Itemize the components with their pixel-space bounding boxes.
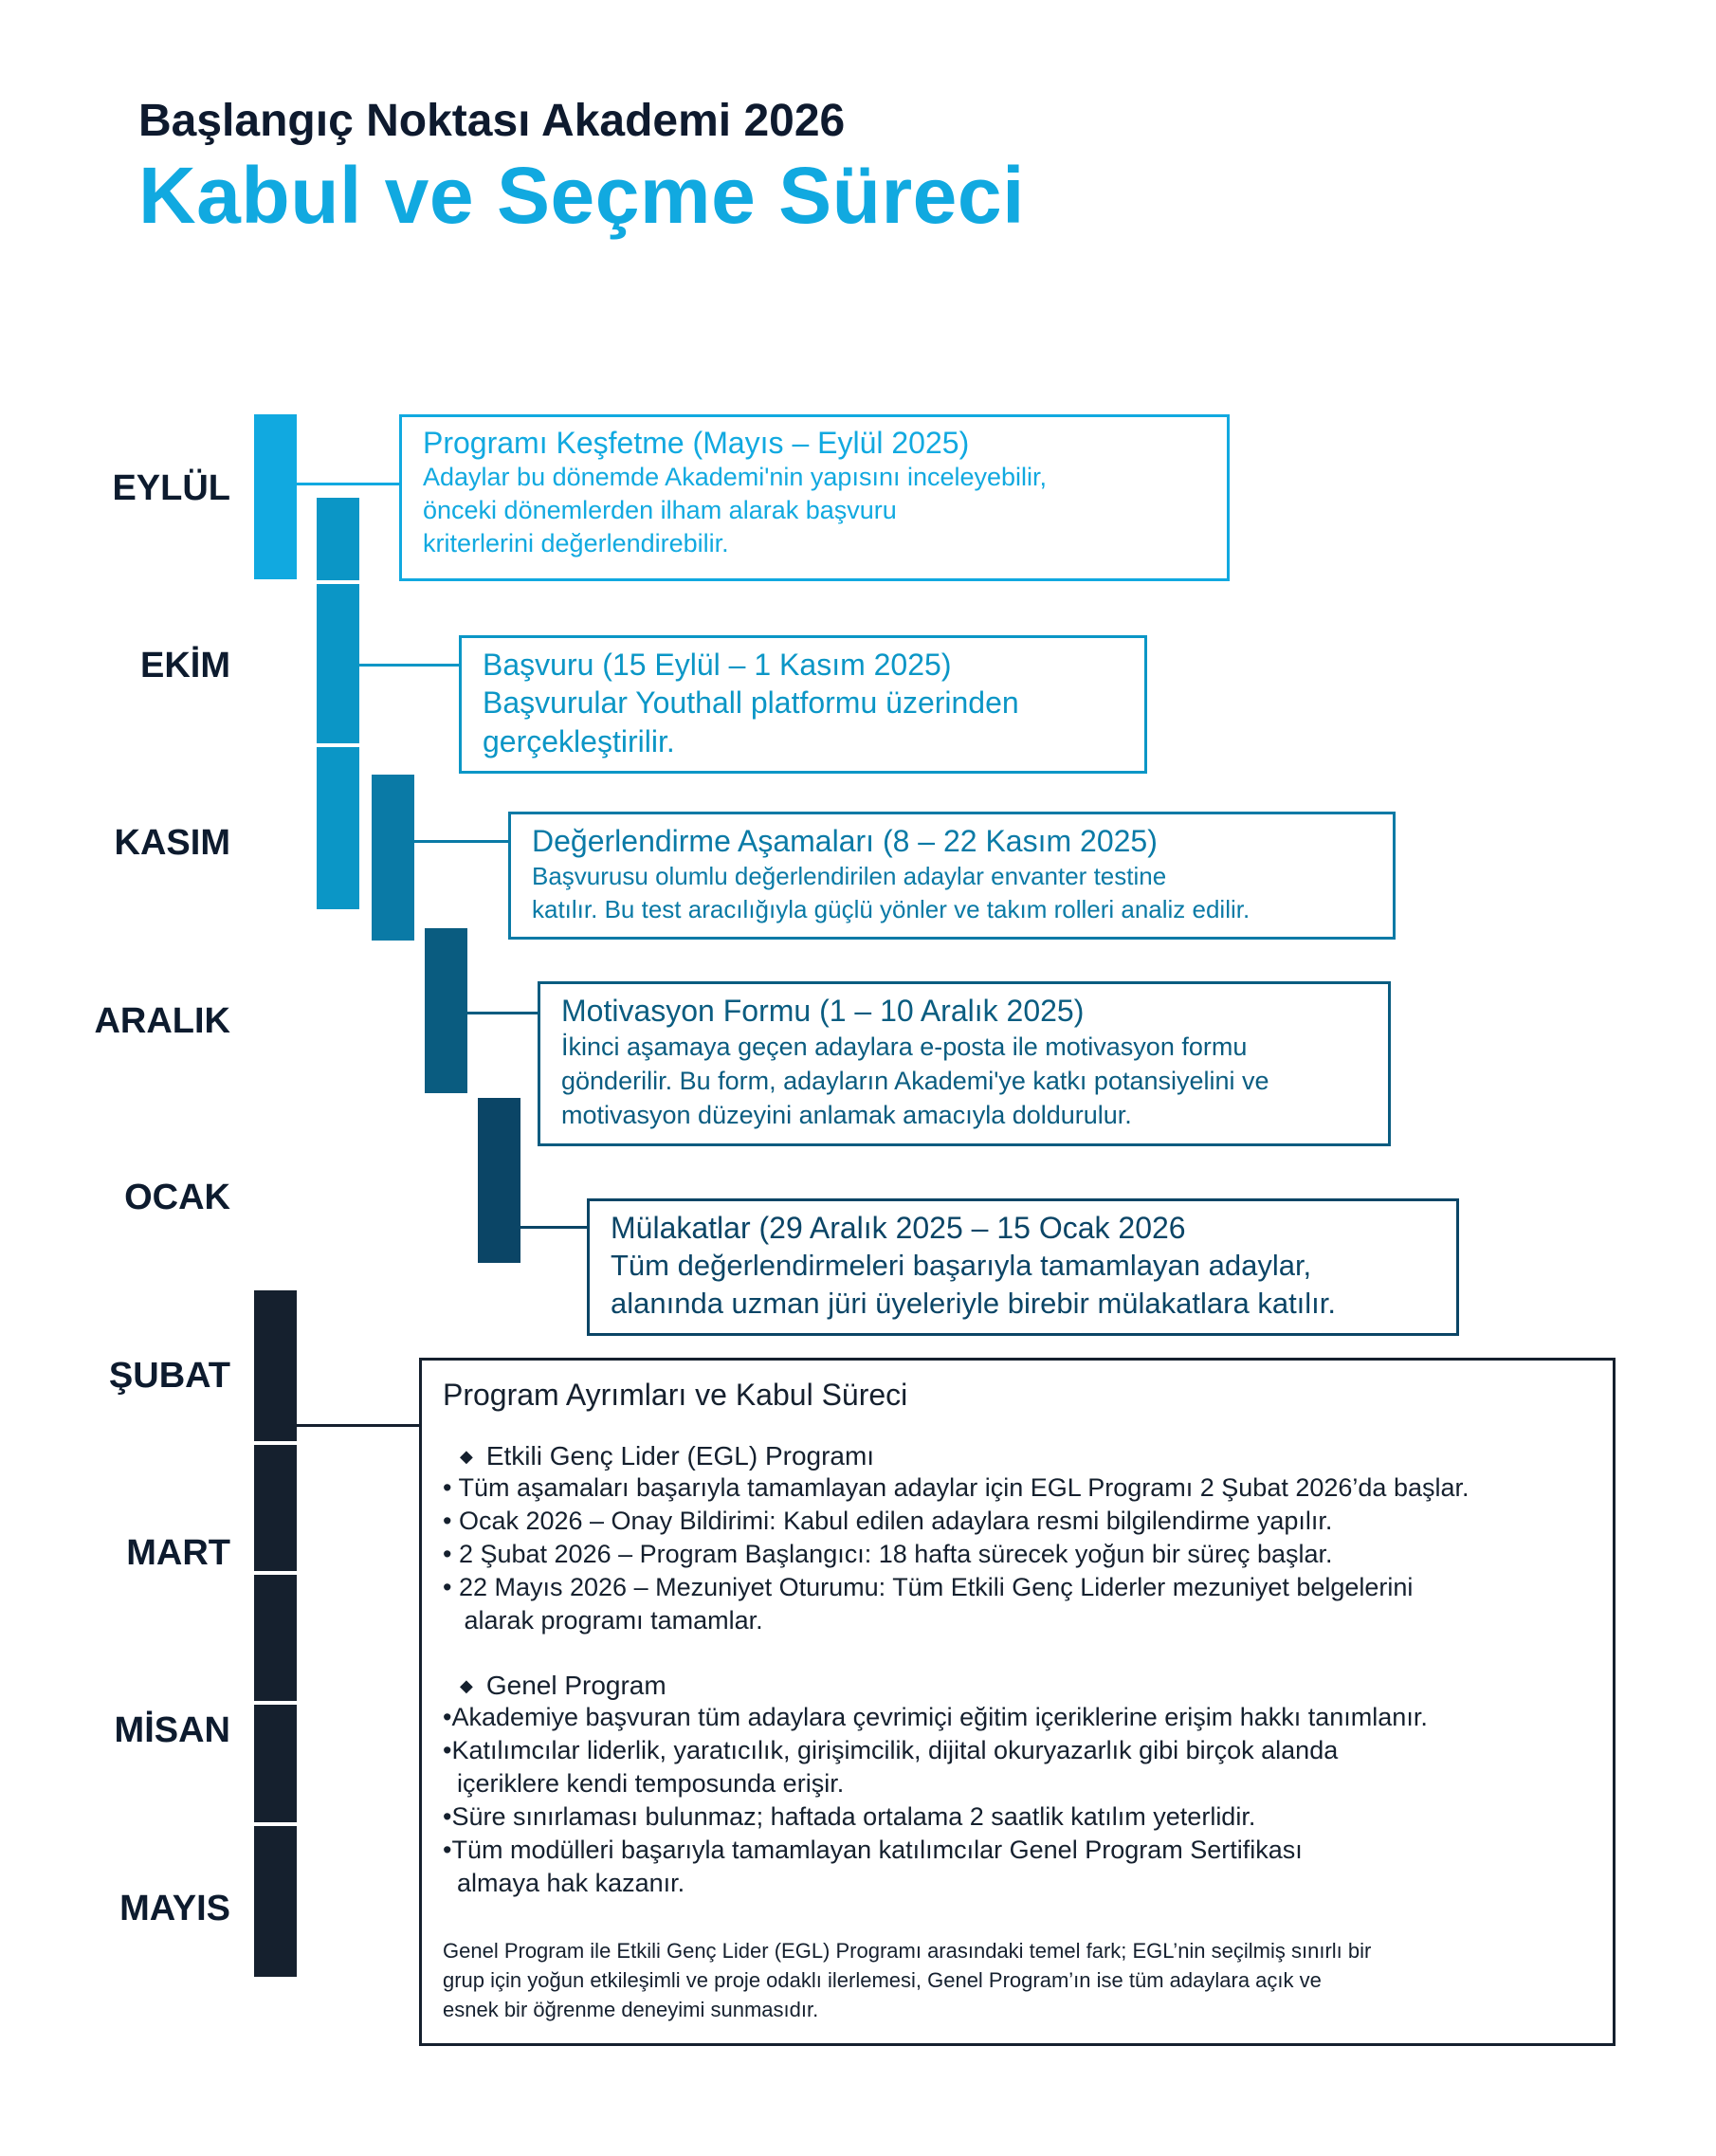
step-card-application	[459, 635, 1147, 774]
spacer	[443, 1637, 1592, 1671]
timeline-bar-interviews	[478, 1098, 520, 1263]
list-item: •Süre sınırlaması bulunmaz; haftada ortalama 2 saatlik katılım yeterlidir.	[443, 1802, 1256, 1831]
connector-line	[414, 840, 510, 843]
step-title: Programı Keşfetme (Mayıs – Eylül 2025)	[423, 426, 970, 460]
list-item: •Tüm modülleri başarıyla tamamlayan katılımcılar Genel Program Sertifikası	[443, 1836, 1303, 1864]
connector-line	[359, 664, 460, 667]
timeline-divider	[254, 1701, 297, 1705]
step-title: Başvuru (15 Eylül – 1 Kasım 2025)	[483, 648, 952, 682]
page-subtitle: Başlangıç Noktası Akademi 2026	[138, 96, 846, 146]
step-card-motivation	[538, 981, 1391, 1146]
month-label-mart: MART	[126, 1533, 230, 1573]
month-label-misan: MİSAN	[114, 1710, 230, 1750]
month-label-ocak: OCAK	[124, 1178, 230, 1217]
general-heading-text: Genel Program	[485, 1671, 666, 1700]
timeline-bar-explore	[254, 414, 297, 579]
month-label-subat: ŞUBAT	[108, 1356, 230, 1396]
step-description: Başvurusu olumlu değerlendirilen adaylar envanter testine katılır. Bu test aracılığıyla güçlü yönler ve takım rolleri analiz edilir.	[532, 862, 1250, 923]
program-note: Genel Program ile Etkili Genç Lider (EGL) Programı arasındaki temel fark; EGL’nin seçilmiş sınırlı bir grup için yoğun etkileşimli ve proje odaklı ilerlemesi, Genel Program’ın ise tüm adaylara açık ve esnek bir öğrenme deneyimi sunmasıdır.	[443, 1939, 1372, 2021]
list-item: •Akademiye başvuran tüm adaylara çevrimiçi eğitim içeriklerine erişim hakkı tanımlanır.	[443, 1703, 1428, 1731]
list-item: • Tüm aşamaları başarıyla tamamlayan adaylar için EGL Programı 2 Şubat 2026’da başlar.	[443, 1473, 1470, 1502]
timeline-bar-assessment	[372, 775, 414, 941]
diamond-bullet-icon: ◆	[460, 1447, 473, 1466]
timeline-divider	[254, 1822, 297, 1826]
step-title: Değerlendirme Aşamaları (8 – 22 Kasım 2025)	[532, 824, 1158, 858]
timeline-bar-motivation	[425, 928, 467, 1093]
connector-line	[297, 483, 399, 485]
step-description: Başvurular Youthall platformu üzerinden gerçekleştirilir.	[483, 685, 1019, 758]
general-heading	[460, 1671, 1592, 1701]
month-label-kasim: KASIM	[114, 823, 230, 863]
step-title: Motivasyon Formu (1 – 10 Aralık 2025)	[561, 994, 1085, 1028]
step-card-assessment	[508, 812, 1396, 940]
month-label-eylul: EYLÜL	[112, 468, 230, 508]
egl-heading-text: Etkili Genç Lider (EGL) Programı	[485, 1441, 875, 1471]
list-item: • 2 Şubat 2026 – Program Başlangıcı: 18 hafta sürecek yoğun bir süreç başlar.	[443, 1540, 1333, 1568]
month-label-mayis: MAYIS	[119, 1889, 230, 1928]
list-item: • Ocak 2026 – Onay Bildirimi: Kabul edilen adaylara resmi bilgilendirme yapılır.	[443, 1507, 1333, 1535]
timeline-divider	[254, 1571, 297, 1575]
list-item: • 22 Mayıs 2026 – Mezuniyet Oturumu: Tüm Etkili Genç Liderler mezuniyet belgelerini	[443, 1573, 1414, 1601]
step-description: İkinci aşamaya geçen adaylara e-posta ile motivasyon formu gönderilir. Bu form, adayların Akademi'ye katkı potansiyelini ve motivasyon düzeyini anlamak amacıyla doldurulur.	[561, 1032, 1269, 1129]
program-card-title: Program Ayrımları ve Kabul Süreci	[443, 1378, 908, 1412]
list-item: alarak programı tamamlar.	[443, 1606, 763, 1635]
diamond-bullet-icon: ◆	[460, 1676, 473, 1695]
list-item: •Katılımcılar liderlik, yaratıcılık, girişimcilik, dijital okuryazarlık gibi birçok alanda	[443, 1736, 1339, 1764]
timeline-bar-application	[317, 498, 359, 909]
connector-line	[520, 1226, 589, 1229]
month-label-ekim: EKİM	[140, 646, 230, 685]
month-label-aralik: ARALIK	[94, 1001, 230, 1041]
step-card-interviews	[587, 1198, 1459, 1336]
connector-line	[297, 1424, 421, 1427]
list-item: içeriklere kendi temposunda erişir.	[443, 1769, 845, 1798]
step-description: Adaylar bu dönemde Akademi'nin yapısını inceleyebilir, önceki dönemlerden ilham alarak başvuru kriterlerini değerlendirebilir.	[423, 463, 1048, 557]
timeline-divider	[317, 743, 359, 747]
step-title: Mülakatlar (29 Aralık 2025 – 15 Ocak 2026	[611, 1211, 1186, 1245]
timeline-bar-program	[254, 1290, 297, 1977]
page-title: Kabul ve Seçme Süreci	[138, 151, 1025, 240]
connector-line	[467, 1012, 539, 1014]
step-card-explore	[399, 414, 1230, 581]
list-item: almaya hak kazanır.	[443, 1869, 685, 1897]
timeline-divider	[254, 1441, 297, 1445]
egl-heading	[460, 1441, 1592, 1471]
timeline-divider	[317, 580, 359, 584]
program-card	[419, 1358, 1616, 2046]
step-description: Tüm değerlendirmeleri başarıyla tamamlayan adaylar, alanında uzman jüri üyeleriyle birebir mülakatlara katılır.	[611, 1249, 1337, 1320]
